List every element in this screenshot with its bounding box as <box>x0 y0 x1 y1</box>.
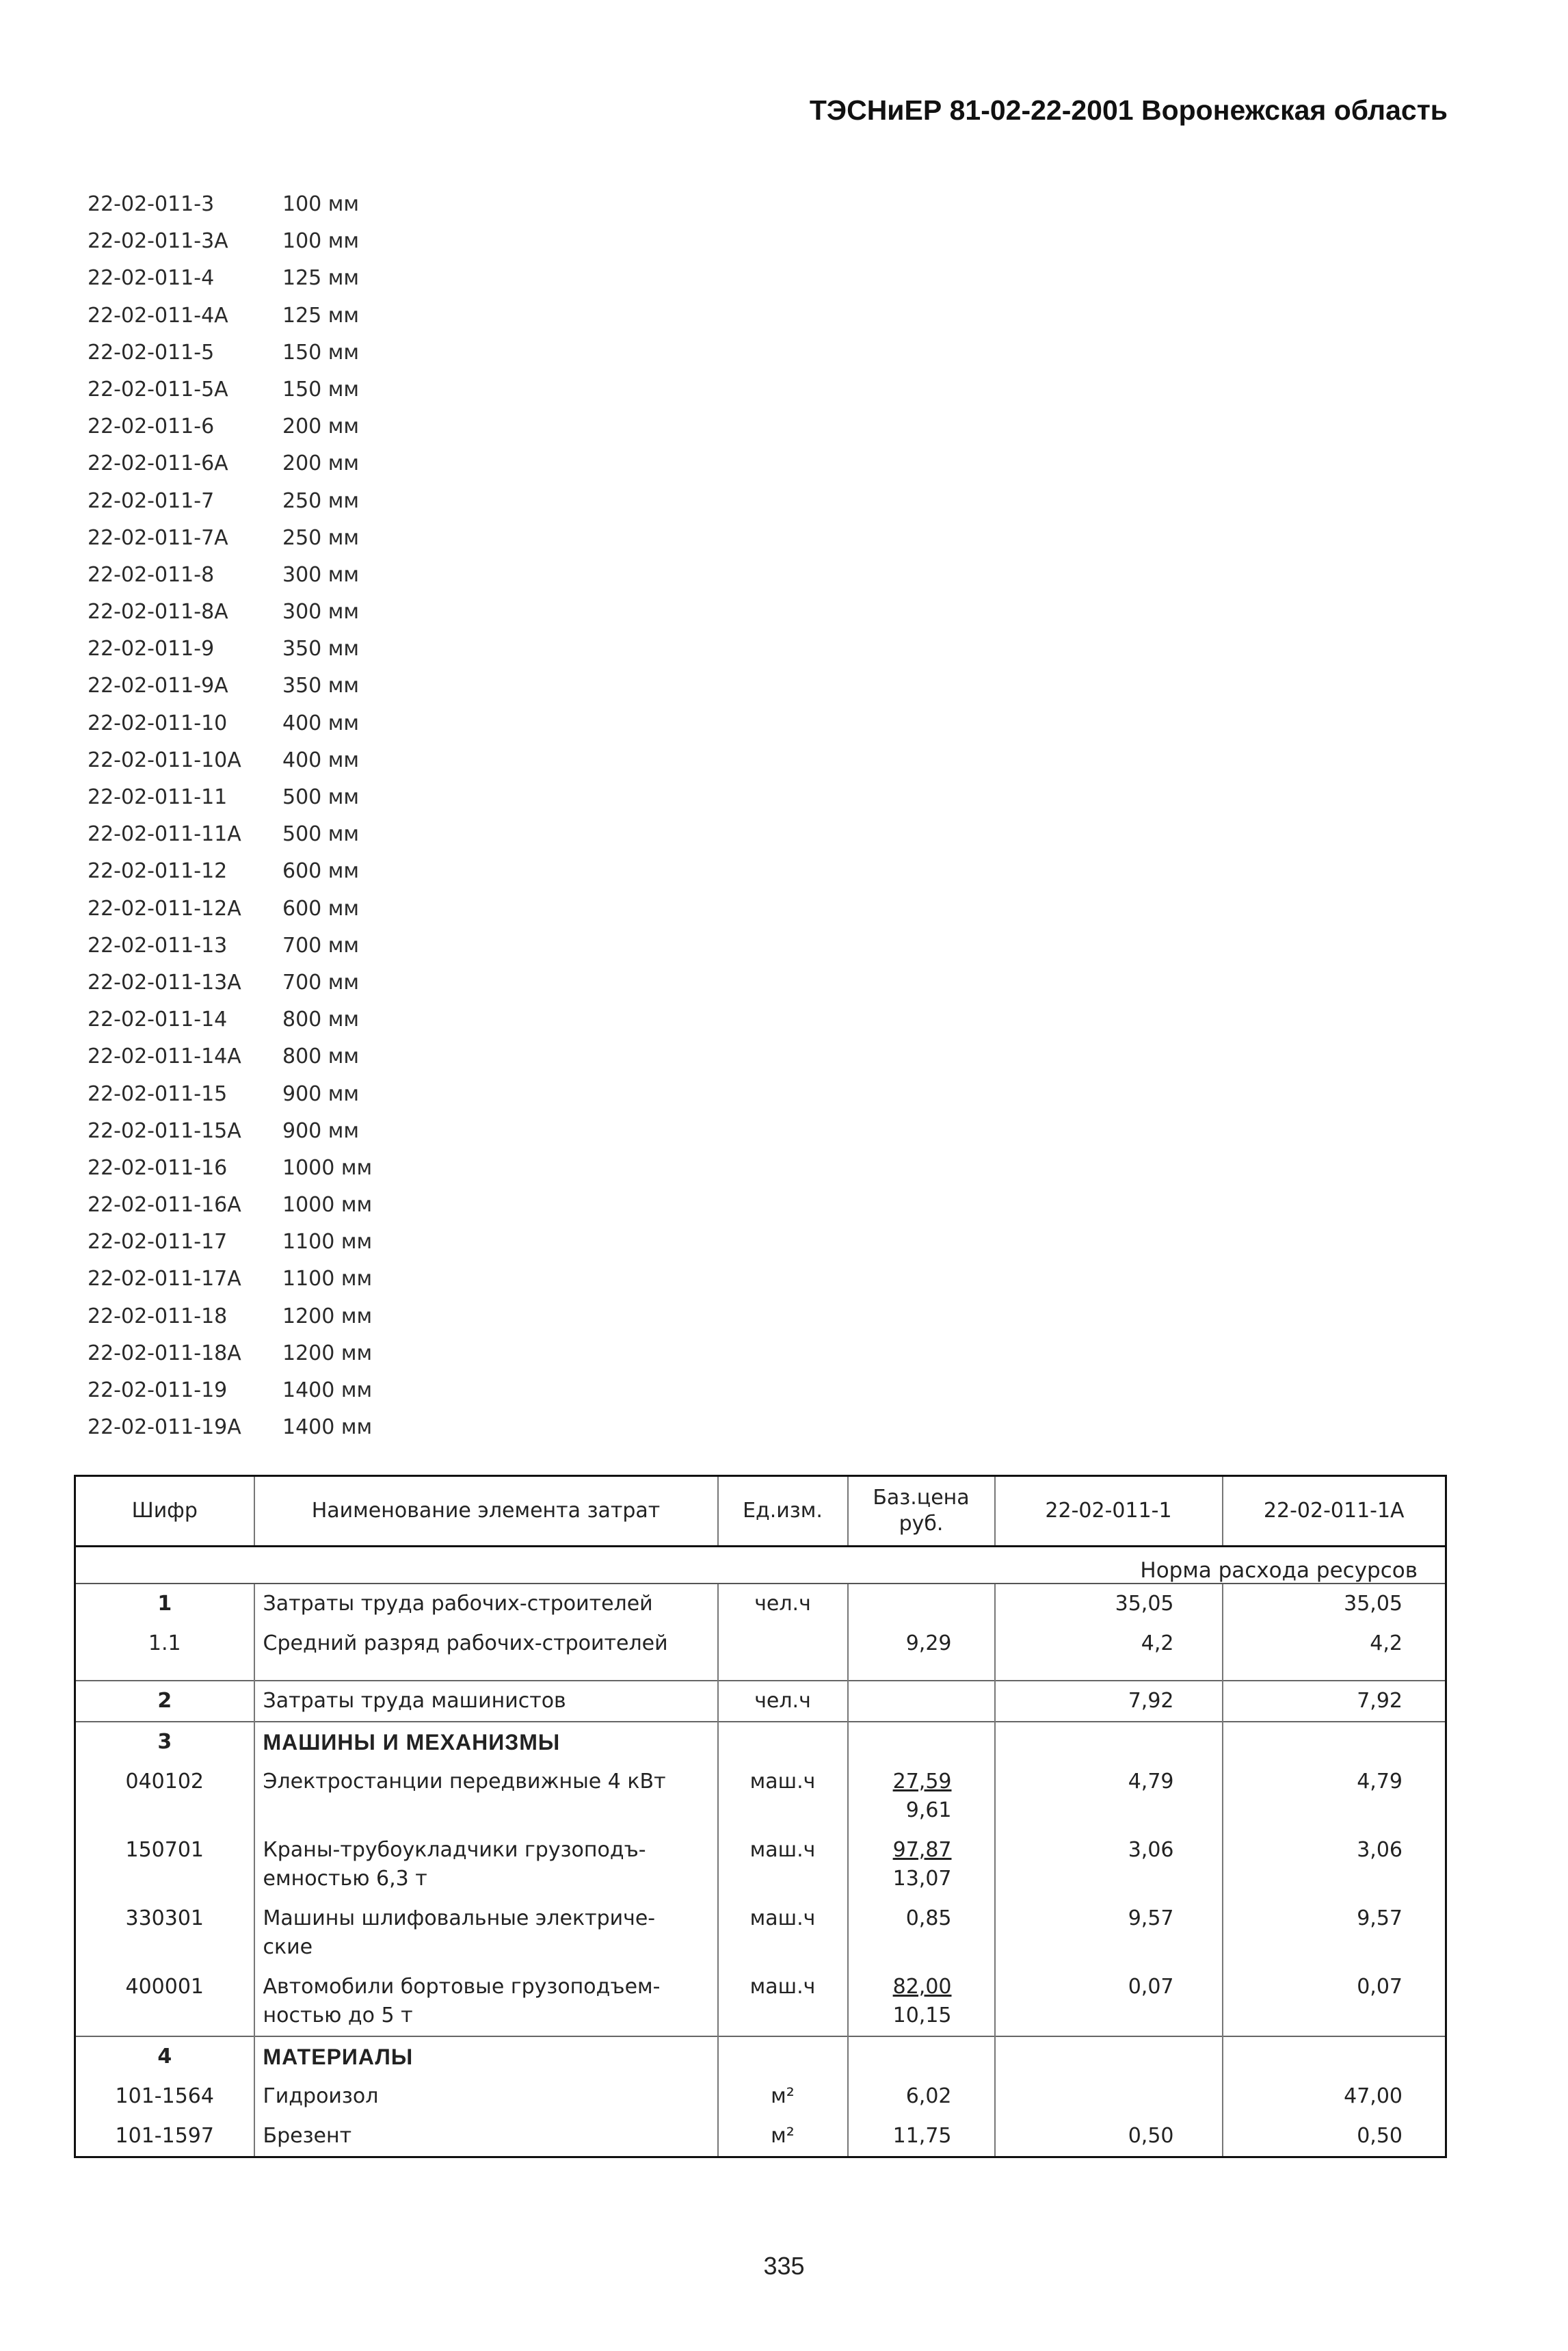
item-diameter: 600 мм <box>282 859 360 884</box>
cell-value-2: 4,2 <box>1223 1624 1446 1664</box>
item-code: 22-02-011-13 <box>88 933 228 958</box>
cell-unit: м² <box>718 2077 848 2116</box>
header-code: Шифр <box>75 1476 254 1547</box>
price-secondary: 9,61 <box>905 1798 952 1822</box>
item-diameter: 1100 мм <box>282 1267 373 1291</box>
item-diameter: 100 мм <box>282 229 360 254</box>
cell-value-1 <box>995 2077 1223 2116</box>
item-code: 22-02-011-18 <box>88 1304 228 1328</box>
item-code: 22-02-011-11 <box>88 785 228 809</box>
item-diameter: 300 мм <box>282 562 360 587</box>
header-price-line2: руб. <box>899 1512 944 1536</box>
item-diameter: 200 мм <box>282 415 360 439</box>
section-title: МАШИНЫ И МЕХАНИЗМЫ <box>254 1722 718 1762</box>
cell-unit: маш.ч <box>718 1762 848 1830</box>
item-code: 22-02-011-16А <box>88 1193 241 1218</box>
list-item <box>88 928 443 964</box>
cell-name: Средний разряд рабочих-строителей <box>254 1624 718 1664</box>
item-diameter: 125 мм <box>282 303 360 328</box>
list-item <box>88 408 443 445</box>
cell-value-1: 9,57 <box>995 1899 1223 1967</box>
cell-value-2: 0,50 <box>1223 2116 1446 2157</box>
list-item <box>88 1001 443 1038</box>
cell-value-2: 7,92 <box>1223 1681 1446 1722</box>
item-diameter: 1200 мм <box>282 1304 373 1328</box>
price-secondary: 13,07 <box>892 1867 952 1891</box>
item-diameter: 500 мм <box>282 822 360 847</box>
item-diameter: 700 мм <box>282 933 360 958</box>
item-code: 22-02-011-6 <box>88 415 215 439</box>
item-diameter: 350 мм <box>282 674 360 698</box>
cell-price: 9,29 <box>848 1624 995 1664</box>
cell-value-1: 0,07 <box>995 1967 1223 2036</box>
item-diameter: 1000 мм <box>282 1193 373 1218</box>
table-row <box>75 1762 1446 1830</box>
item-diameter: 250 мм <box>282 488 360 513</box>
cell-code: 040102 <box>125 1770 204 1794</box>
item-code: 22-02-011-18А <box>88 1341 241 1365</box>
list-item <box>88 557 443 594</box>
item-code: 22-02-011-10А <box>88 748 241 772</box>
table-row <box>75 1681 1446 1722</box>
item-code: 22-02-011-9А <box>88 674 228 698</box>
list-item <box>88 260 443 297</box>
item-code: 22-02-011-15А <box>88 1118 241 1143</box>
list-item <box>88 1224 443 1261</box>
list-item <box>88 668 443 705</box>
item-diameter: 800 мм <box>282 1008 360 1032</box>
cell-code: 150701 <box>125 1838 204 1862</box>
item-code: 22-02-011-19 <box>88 1378 228 1402</box>
section-row <box>75 1722 1446 1762</box>
item-code: 22-02-011-17 <box>88 1230 228 1255</box>
cell-price <box>848 1681 995 1722</box>
price-main: 82,00 <box>892 1975 952 1999</box>
item-code: 22-02-011-6А <box>88 451 228 476</box>
item-diameter: 600 мм <box>282 896 360 921</box>
cell-name: Затраты труда рабочих-строителей <box>254 1584 718 1624</box>
price-main: 27,59 <box>892 1770 952 1794</box>
item-diameter: 100 мм <box>282 192 360 216</box>
cell-code: 101-1564 <box>115 2084 214 2108</box>
list-item <box>88 1372 443 1409</box>
item-code: 22-02-011-16 <box>88 1155 228 1180</box>
cell-name <box>254 1899 718 1967</box>
header-price <box>848 1476 995 1547</box>
list-item <box>88 223 443 260</box>
table-row <box>75 1830 1446 1899</box>
item-code: 22-02-011-12А <box>88 896 241 921</box>
cell-value-2: 35,05 <box>1223 1584 1446 1624</box>
item-diameter: 900 мм <box>282 1081 360 1106</box>
list-item <box>88 1076 443 1113</box>
list-item <box>88 742 443 779</box>
table-row <box>75 1967 1446 2036</box>
item-code: 22-02-011-5 <box>88 340 215 365</box>
cell-unit: маш.ч <box>718 1967 848 2036</box>
item-diameter: 1400 мм <box>282 1415 373 1440</box>
item-code: 22-02-011-7А <box>88 525 228 550</box>
list-item <box>88 594 443 631</box>
cell-price: 0,85 <box>848 1899 995 1967</box>
list-item <box>88 816 443 853</box>
item-diameter: 400 мм <box>282 711 360 735</box>
item-diameter: 1000 мм <box>282 1155 373 1180</box>
cell-price: 11,75 <box>848 2116 995 2157</box>
list-item <box>88 1150 443 1187</box>
item-code: 22-02-011-10 <box>88 711 228 735</box>
item-diameter: 1200 мм <box>282 1341 373 1365</box>
item-diameter: 400 мм <box>282 748 360 772</box>
item-code: 22-02-011-8А <box>88 600 228 625</box>
cell-price <box>848 1830 995 1899</box>
table-row <box>75 2077 1446 2116</box>
list-item <box>88 1335 443 1372</box>
section-gap <box>75 1664 1446 1681</box>
cell-name: Гидроизол <box>254 2077 718 2116</box>
item-code: 22-02-011-14А <box>88 1045 241 1069</box>
table-row <box>75 2116 1446 2157</box>
item-diameter: 150 мм <box>282 340 360 365</box>
list-item <box>88 964 443 1001</box>
cell-name: Брезент <box>254 2116 718 2157</box>
cell-price <box>848 1967 995 2036</box>
cell-code: 3 <box>75 1722 254 1762</box>
section-row <box>75 2036 1446 2077</box>
item-code: 22-02-011-8 <box>88 562 215 587</box>
cell-value-2: 4,79 <box>1223 1762 1446 1830</box>
list-item <box>88 1038 443 1075</box>
cell-unit: чел.ч <box>718 1584 848 1624</box>
list-item <box>88 483 443 520</box>
item-code: 22-02-011-13А <box>88 970 241 995</box>
header-price-line1: Баз.цена <box>873 1486 970 1510</box>
cell-value-2: 47,00 <box>1223 2077 1446 2116</box>
cell-value-1: 0,50 <box>995 2116 1223 2157</box>
header-name: Наименование элемента затрат <box>254 1476 718 1547</box>
cell-price <box>848 1762 995 1830</box>
norm-caption: Норма расхода ресурсов <box>75 1547 1446 1584</box>
price-secondary: 10,15 <box>892 2004 952 2027</box>
item-diameter: 250 мм <box>282 525 360 550</box>
list-item <box>88 520 443 557</box>
item-diameter: 1400 мм <box>282 1378 373 1402</box>
item-code: 22-02-011-9 <box>88 637 215 661</box>
item-code: 22-02-011-4А <box>88 303 228 328</box>
table-row <box>75 1624 1446 1664</box>
cell-code: 400001 <box>125 1975 204 1999</box>
item-code: 22-02-011-3 <box>88 192 215 216</box>
cell-value-1: 4,2 <box>995 1624 1223 1664</box>
item-diameter: 300 мм <box>282 600 360 625</box>
item-code: 22-02-011-11А <box>88 822 241 847</box>
table-row <box>75 1584 1446 1624</box>
cell-name: Электростанции передвижные 4 кВт <box>254 1762 718 1830</box>
section-title: МАТЕРИАЛЫ <box>254 2036 718 2077</box>
cell-name-line2: ностью до 5 т <box>263 2004 413 2027</box>
cell-code: 4 <box>75 2036 254 2077</box>
list-item <box>88 853 443 890</box>
list-item <box>88 1298 443 1335</box>
list-item <box>88 445 443 482</box>
cell-code: 101-1597 <box>115 2124 214 2148</box>
cell-code: 1.1 <box>148 1631 181 1655</box>
header-col-1: 22-02-011-1 <box>995 1476 1223 1547</box>
cell-value-1: 3,06 <box>995 1830 1223 1899</box>
list-item <box>88 298 443 334</box>
item-code: 22-02-011-5А <box>88 377 228 402</box>
list-item <box>88 1409 443 1446</box>
header-col-2: 22-02-011-1А <box>1223 1476 1446 1547</box>
cell-value-1: 35,05 <box>995 1584 1223 1624</box>
cell-value-1: 4,79 <box>995 1762 1223 1830</box>
item-diameter: 700 мм <box>282 970 360 995</box>
table-header-row <box>75 1476 1446 1547</box>
item-diameter: 150 мм <box>282 377 360 402</box>
item-diameter: 1100 мм <box>282 1230 373 1255</box>
list-item <box>88 186 443 223</box>
cell-name-line2: емностью 6,3 т <box>263 1867 427 1891</box>
resource-norms-table <box>74 1475 1447 2158</box>
cell-name: Затраты труда машинистов <box>254 1681 718 1722</box>
item-code: 22-02-011-4 <box>88 266 215 291</box>
price-main: 97,87 <box>892 1838 952 1862</box>
item-diameter: 200 мм <box>282 451 360 476</box>
cell-name <box>254 1830 718 1899</box>
cell-unit: м² <box>718 2116 848 2157</box>
cell-unit <box>718 1624 848 1664</box>
cell-unit: маш.ч <box>718 1830 848 1899</box>
page-number: 335 <box>763 2252 805 2280</box>
cell-price <box>848 1584 995 1624</box>
item-code: 22-02-011-17А <box>88 1267 241 1291</box>
list-item <box>88 1261 443 1298</box>
item-diameter: 900 мм <box>282 1118 360 1143</box>
item-diameter: 500 мм <box>282 785 360 809</box>
item-code: 22-02-011-15 <box>88 1081 228 1106</box>
norm-caption-row <box>75 1547 1446 1584</box>
cell-name <box>254 1967 718 2036</box>
cell-code: 2 <box>75 1681 254 1722</box>
list-item <box>88 891 443 928</box>
cell-unit: чел.ч <box>718 1681 848 1722</box>
cell-name-line2: ские <box>263 1935 313 1959</box>
item-code: 22-02-011-14 <box>88 1008 228 1032</box>
item-code: 22-02-011-7 <box>88 488 215 513</box>
list-item <box>88 334 443 371</box>
cell-value-2: 0,07 <box>1223 1967 1446 2036</box>
list-item <box>88 1187 443 1224</box>
item-code: 22-02-011-12 <box>88 859 228 884</box>
list-item <box>88 705 443 742</box>
cell-code: 330301 <box>125 1906 204 1930</box>
cell-value-1: 7,92 <box>995 1681 1223 1722</box>
item-diameter: 800 мм <box>282 1045 360 1069</box>
cell-value-2: 9,57 <box>1223 1899 1446 1967</box>
list-item <box>88 1113 443 1150</box>
cell-value-2: 3,06 <box>1223 1830 1446 1899</box>
table-row <box>75 1899 1446 1967</box>
item-diameter: 350 мм <box>282 637 360 661</box>
document-header-title: ТЭСНиЕР 81-02-22-2001 Воронежская область <box>809 94 1448 126</box>
header-unit: Ед.изм. <box>718 1476 848 1547</box>
item-code: 22-02-011-19А <box>88 1415 241 1440</box>
list-item <box>88 631 443 668</box>
code-list <box>88 186 443 1446</box>
cell-unit: маш.ч <box>718 1899 848 1967</box>
list-item <box>88 779 443 816</box>
item-code: 22-02-011-3А <box>88 229 228 254</box>
item-diameter: 125 мм <box>282 266 360 291</box>
cell-name-line1: Автомобили бортовые грузоподъем- <box>263 1975 661 1999</box>
list-item <box>88 371 443 408</box>
cell-name-line1: Краны-трубоукладчики грузоподъ- <box>263 1838 646 1862</box>
cell-name-line1: Машины шлифовальные электриче- <box>263 1906 656 1930</box>
cell-code: 1 <box>157 1592 172 1616</box>
cell-price: 6,02 <box>848 2077 995 2116</box>
